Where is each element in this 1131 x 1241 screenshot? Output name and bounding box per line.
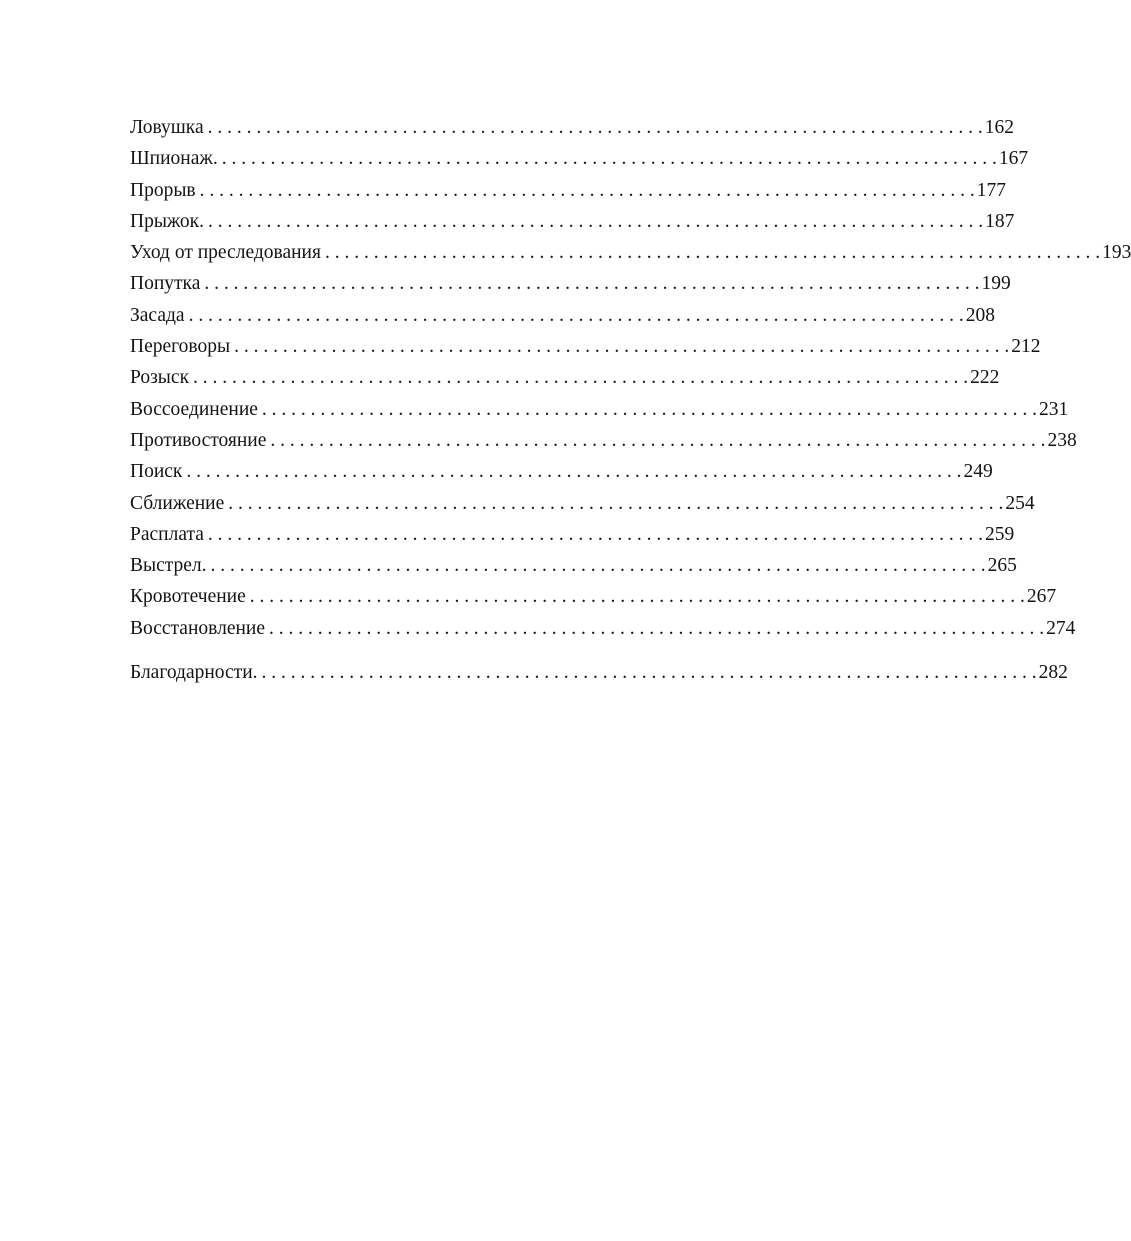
toc-page-number: 187 xyxy=(985,210,1015,232)
dot-leader: . . . . . . . . . . . . . . . . . . . . . . . . . . . . . . . . . . . . . . . . . . . . . . . . . . . . . . . . . . . . . . . . . . . . . . . . . . . . . . . . xyxy=(204,273,980,295)
toc-entry-title: Благодарности. xyxy=(130,662,258,684)
toc-page-number: 231 xyxy=(1039,398,1069,420)
toc-entry-title: Сближение xyxy=(130,492,225,514)
dot-leader: . . . . . . . . . . . . . . . . . . . . . . . . . . . . . . . . . . . . . . . . . . . . . . . . . . . . . . . . . . . . . . . . . . . . . . . . . . . . . . . . xyxy=(186,461,962,483)
dot-leader: . . . . . . . . . . . . . . . . . . . . . . . . . . . . . . . . . . . . . . . . . . . . . . . . . . . . . . . . . . . . . . . . . . . . . . . . . . . . . . . . xyxy=(324,242,1101,264)
toc-entry-title: Переговоры xyxy=(130,336,231,358)
dot-leader: . . . . . . . . . . . . . . . . . . . . . . . . . . . . . . . . . . . . . . . . . . . . . . . . . . . . . . . . . . . . . . . . . . . . . . . . . . . . . . . . xyxy=(208,210,984,232)
dot-leader: . . . . . . . . . . . . . . . . . . . . . . . . . . . . . . . . . . . . . . . . . . . . . . . . . . . . . . . . . . . . . . . . . . . . . . . . . . . . . . . . xyxy=(210,555,986,577)
toc-page-number: 199 xyxy=(981,273,1011,295)
toc-entry-ride[interactable] xyxy=(130,268,1011,299)
toc-page-number: 193 xyxy=(1102,242,1131,264)
toc-entry-title: Выстрел. xyxy=(130,555,207,577)
toc-entry-title: Прорыв xyxy=(130,179,196,201)
toc-entry-title: Воссоединение xyxy=(130,398,258,420)
toc-entry-acknowledgements[interactable] xyxy=(130,657,1068,688)
toc-entry-title: Поиск xyxy=(130,461,183,483)
toc-entry-ambush[interactable] xyxy=(130,300,995,331)
table-of-contents xyxy=(130,112,1131,688)
toc-page-number: 259 xyxy=(985,523,1015,545)
dot-leader: . . . . . . . . . . . . . . . . . . . . . . . . . . . . . . . . . . . . . . . . . . . . . . . . . . . . . . . . . . . . . . . . . . . . . . . . . . . . . . . . xyxy=(188,304,964,326)
toc-entry-title: Ловушка xyxy=(130,117,204,138)
toc-entry-title: Расплата xyxy=(130,523,204,545)
toc-entry-evasion[interactable] xyxy=(130,237,1131,268)
toc-entry-title: Попутка xyxy=(130,273,201,295)
dot-leader: . . . . . . . . . . . . . . . . . . . . . . . . . . . . . . . . . . . . . . . . . . . . . . . . . . . . . . . . . . . . . . . . . . . . . . . . . . . . . . . . xyxy=(249,586,1025,608)
toc-entry-trap[interactable] xyxy=(130,112,1015,143)
toc-page-number: 167 xyxy=(998,148,1029,170)
toc-entry-title: Уход от преследования xyxy=(130,242,321,264)
toc-entry-jump[interactable] xyxy=(130,206,1015,237)
toc-entry-shot[interactable] xyxy=(130,550,1017,581)
toc-page-number: 162 xyxy=(984,117,1015,138)
dot-leader: . . . . . . . . . . . . . . . . . . . . . . . . . . . . . . . . . . . . . . . . . . . . . . . . . . . . . . . . . . . . . . . . . . . . . . . . . . . . . . . . xyxy=(261,398,1038,420)
toc-entry-espionage[interactable] xyxy=(130,143,1029,174)
toc-page-number: 254 xyxy=(1005,492,1035,514)
toc-entry-rapprochement[interactable] xyxy=(130,488,1035,519)
toc-entry-search[interactable] xyxy=(130,456,993,487)
toc-entry-title: Противостояние xyxy=(130,429,267,451)
toc-entry-title: Розыск xyxy=(130,367,190,389)
toc-entry-confrontation[interactable] xyxy=(130,425,1077,456)
toc-page-number: 274 xyxy=(1046,617,1076,639)
dot-leader: . . . . . . . . . . . . . . . . . . . . . . . . . . . . . . . . . . . . . . . . . . . . . . . . . . . . . . . . . . . . . . . . . . . . . . . . . . . . . . . . xyxy=(221,148,997,170)
toc-entry-breakthrough[interactable] xyxy=(130,175,1007,206)
toc-entry-recovery[interactable] xyxy=(130,613,1076,644)
dot-leader: . . . . . . . . . . . . . . . . . . . . . . . . . . . . . . . . . . . . . . . . . . . . . . . . . . . . . . . . . . . . . . . . . . . . . . . . . . . . . . . . xyxy=(228,492,1004,514)
dot-leader: . . . . . . . . . . . . . . . . . . . . . . . . . . . . . . . . . . . . . . . . . . . . . . . . . . . . . . . . . . . . . . . . . . . . . . . . . . . . . . . . xyxy=(207,117,983,138)
toc-entry-title: Шпионаж. xyxy=(130,148,218,170)
dot-leader: . . . . . . . . . . . . . . . . . . . . . . . . . . . . . . . . . . . . . . . . . . . . . . . . . . . . . . . . . . . . . . . . . . . . . . . . . . . . . . . . xyxy=(234,336,1010,358)
toc-page-number: 222 xyxy=(970,367,1000,389)
toc-page-number: 177 xyxy=(976,179,1007,201)
toc-page-number: 238 xyxy=(1047,429,1077,451)
dot-leader: . . . . . . . . . . . . . . . . . . . . . . . . . . . . . . . . . . . . . . . . . . . . . . . . . . . . . . . . . . . . . . . . . . . . . . . . . . . . . . . . xyxy=(207,523,984,545)
toc-entry-title: Прыжок. xyxy=(130,210,205,232)
toc-entry-title: Засада xyxy=(130,304,185,326)
toc-page-number: 267 xyxy=(1026,586,1057,608)
toc-page-number: 208 xyxy=(965,304,995,326)
toc-page-number: 249 xyxy=(963,461,993,483)
toc-entry-search-operation[interactable] xyxy=(130,362,1000,393)
toc-page-number: 265 xyxy=(987,555,1017,577)
toc-entry-title: Восстановление xyxy=(130,617,266,639)
dot-leader: . . . . . . . . . . . . . . . . . . . . . . . . . . . . . . . . . . . . . . . . . . . . . . . . . . . . . . . . . . . . . . . . . . . . . . . . . . . . . . . . xyxy=(199,179,975,201)
toc-page-number: 282 xyxy=(1038,662,1068,684)
dot-leader: . . . . . . . . . . . . . . . . . . . . . . . . . . . . . . . . . . . . . . . . . . . . . . . . . . . . . . . . . . . . . . . . . . . . . . . . . . . . . . . . xyxy=(261,662,1037,684)
dot-leader: . . . . . . . . . . . . . . . . . . . . . . . . . . . . . . . . . . . . . . . . . . . . . . . . . . . . . . . . . . . . . . . . . . . . . . . . . . . . . . . . xyxy=(269,617,1045,639)
dot-leader: . . . . . . . . . . . . . . . . . . . . . . . . . . . . . . . . . . . . . . . . . . . . . . . . . . . . . . . . . . . . . . . . . . . . . . . . . . . . . . . . xyxy=(270,429,1046,451)
toc-entry-retribution[interactable] xyxy=(130,519,1015,550)
toc-entry-title: Кровотечение xyxy=(130,586,246,608)
dot-leader: . . . . . . . . . . . . . . . . . . . . . . . . . . . . . . . . . . . . . . . . . . . . . . . . . . . . . . . . . . . . . . . . . . . . . . . . . . . . . . . . xyxy=(193,367,969,389)
toc-entry-reunion[interactable] xyxy=(130,394,1069,425)
toc-entry-negotiations[interactable] xyxy=(130,331,1041,362)
toc-entry-bleeding[interactable] xyxy=(130,581,1057,612)
toc-page-number: 212 xyxy=(1011,336,1041,358)
